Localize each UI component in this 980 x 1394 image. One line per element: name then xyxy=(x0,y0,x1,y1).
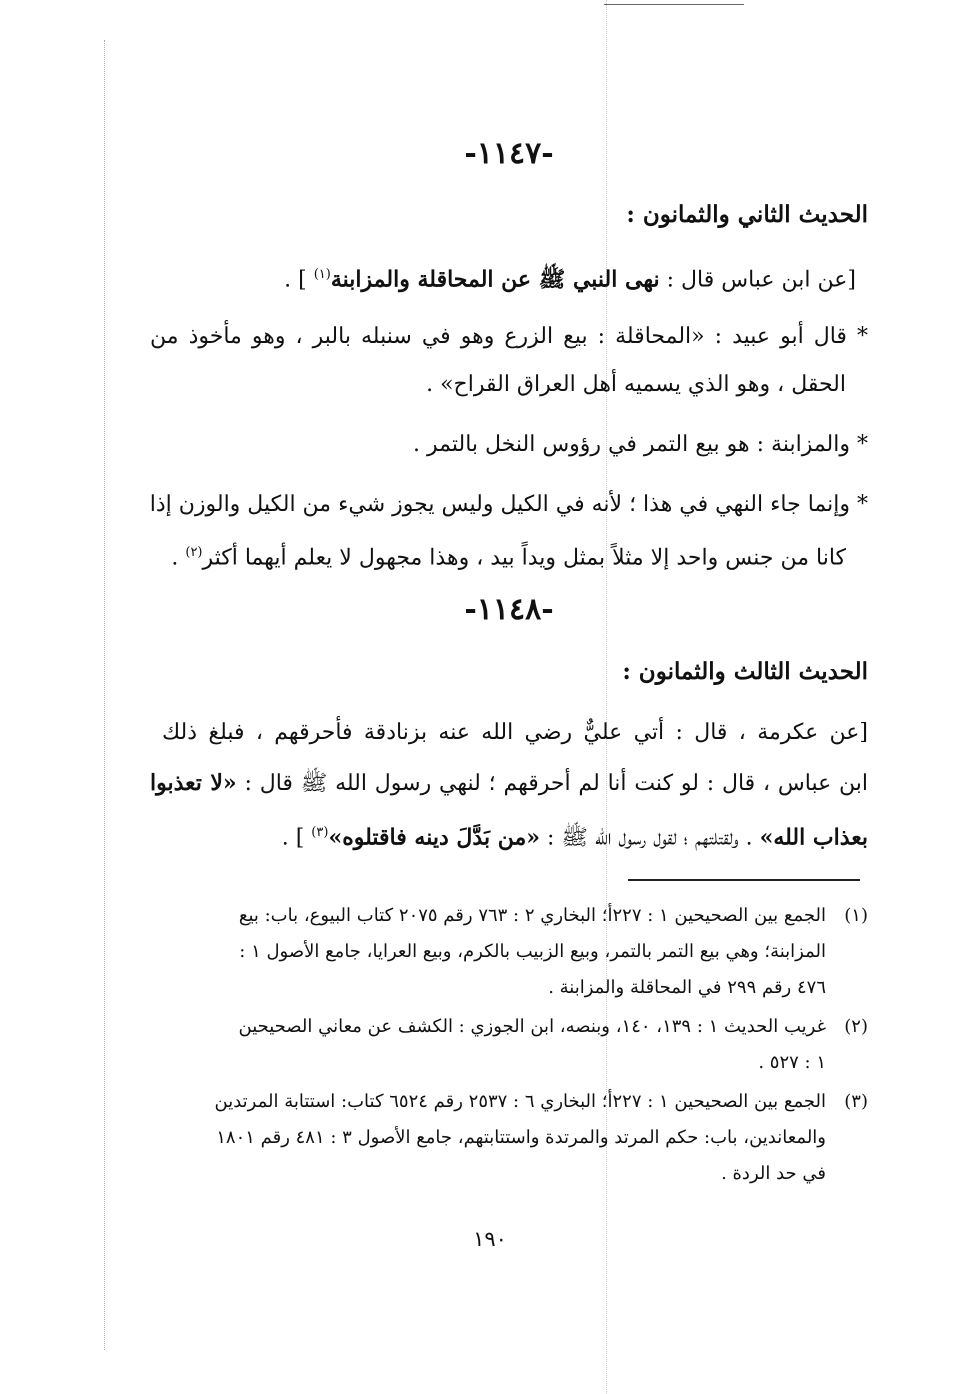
footnote-1-text: الجمع بين الصحيحين ١ : ٢٢٧أ؛ البخاري ٢ : ٧٦٣ رقم ٢٠٧٥ كتاب البيوع، باب: بيع xyxy=(238,905,826,926)
footnote-separator xyxy=(628,879,860,881)
footnote-2-text: غريب الحديث ١ : ١٣٩، ١٤٠، وبنصه، ابن الجوزي : الكشف عن معاني الصحيحين xyxy=(238,1016,826,1037)
hadith-text-1148-line2 xyxy=(150,768,868,799)
hadith-text-intro: [عن ابن عباس قال : xyxy=(659,267,856,293)
footnote-ref-2[interactable]: (٢) xyxy=(185,545,203,560)
explanation-prohibition-text: كانا من جنس واحد إلا مثلاً بمثل ويداً بيد ، وهذا مجهول لا يعلم أيهما أكثر xyxy=(202,545,846,571)
footnote-1-line1 xyxy=(150,902,868,930)
explanation-prohibition-end: . xyxy=(171,545,186,571)
hadith-text-1148-line1: [عن عكرمة ، قال : أتي عليٌّ رضي الله عنه بزنادقة فأحرقهم ، فبلغ ذلك xyxy=(162,720,868,745)
footnote-ref-3[interactable]: (٣) xyxy=(311,825,329,840)
explanation-muzabana: * والمزابنة : هو بيع التمر في رؤوس النخل بالتمر . xyxy=(413,432,868,457)
footnote-1-number: (١) xyxy=(844,905,868,926)
footnote-2-number: (٢) xyxy=(844,1016,868,1037)
hadith-text-1148-line2-text: ابن عباس ، قال : لو كنت أنا لم أحرقهم ؛ لنهي رسول الله ﷺ قال : xyxy=(236,771,869,796)
hadith-heading-83: الحديث الثالث والثمانون : xyxy=(622,658,868,685)
footnote-3-line2: والمعاندين، باب: حكم المرتد والمرتدة واستتابتهم، جامع الأصول ٣ : ٤٨١ رقم ١٨٠١ xyxy=(216,1127,826,1148)
footnote-1-line2: المزابنة؛ وهي بيع التمر بالتمر، وبيع الزبيب بالكرم، وبيع العرايا، جامع الأصول ١ : xyxy=(239,941,826,962)
footnote-2-line2: ١ : ٥٢٧ . xyxy=(758,1052,826,1073)
page-number: ١٩٠ xyxy=(473,1227,507,1251)
hadith-text-1148-quote1-start: «لا تعذبوا xyxy=(150,770,237,796)
hadith-text-1148-line3 xyxy=(150,818,868,853)
footnote-2-line1 xyxy=(150,1013,868,1041)
scan-artifact-line xyxy=(604,4,744,5)
footnote-3-line3: في حد الردة . xyxy=(721,1163,826,1184)
hadith-heading-82: الحديث الثاني والثمانون : xyxy=(626,201,868,228)
hadith-text-matn: نهى النبي ﷺ عن المحاقلة والمزابنة xyxy=(330,266,660,293)
footnote-1-line3: ٤٧٦ رقم ٢٩٩ في المحاقلة والمزابنة . xyxy=(548,977,826,998)
hadith-text-1148-quote1-end: بعذاب الله» xyxy=(759,824,868,851)
footnote-ref-1[interactable]: (١) xyxy=(313,267,331,282)
hadith-number-1148: -١١٤٨- xyxy=(464,592,554,627)
explanation-prohibition-line1: * وإنما جاء النهي في هذا ؛ لأنه في الكيل وليس يجوز شيء من الكيل والوزن إذا xyxy=(149,492,868,517)
hadith-number-1147: -١١٤٧- xyxy=(464,136,554,171)
footnote-3-line1 xyxy=(150,1088,868,1116)
hadith-text-close: ] . xyxy=(284,267,314,293)
scan-artifact-dots xyxy=(104,40,105,1350)
footnote-3-text: الجمع بين الصحيحين ١ : ٢٢٧أ؛ البخاري ٦ : ٢٥٣٧ رقم ٦٥٢٤ كتاب: استتابة المرتدين xyxy=(214,1091,826,1112)
footnote-3-number: (٣) xyxy=(844,1091,868,1112)
explanation-muhaqala-line2: الحقل ، وهو الذي يسميه أهل العراق القراح» . xyxy=(426,372,846,397)
hadith-text-1148-line3-text: . ولقتلتهم ؛ لقول رسول الله ﷺ : xyxy=(540,825,760,851)
explanation-prohibition-line2 xyxy=(128,538,846,573)
hadith-text-1147 xyxy=(138,260,856,295)
hadith-text-1148-close: ] . xyxy=(281,825,312,851)
hadith-text-1148-quote2: «من بَدَّلَ دينه فاقتلوه» xyxy=(328,824,541,851)
explanation-muhaqala-line1: * قال أبو عبيد : «المحاقلة : بيع الزرع وهو في سنبله بالبر ، وهو مأخوذ من xyxy=(150,324,868,349)
